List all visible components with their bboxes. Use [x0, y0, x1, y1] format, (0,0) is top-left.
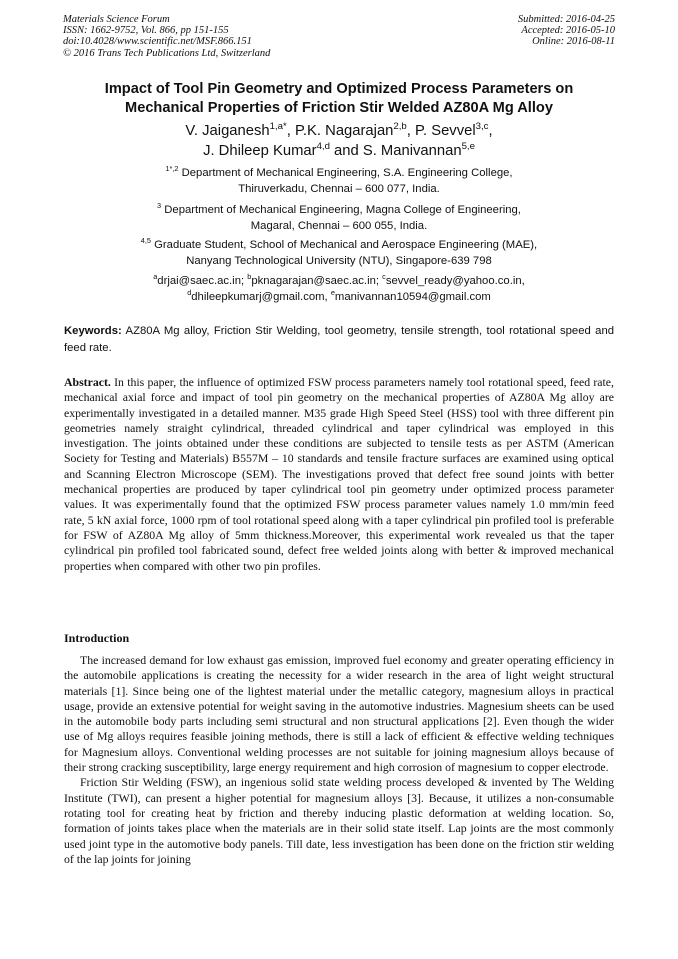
- title-line: Mechanical Properties of Friction Stir Welded AZ80A Mg Alloy: [125, 100, 553, 116]
- section-heading: Introduction: [64, 631, 130, 645]
- affiliation: [40, 166, 638, 197]
- journal-info: [63, 14, 270, 59]
- affiliation: [40, 238, 638, 269]
- email-sup: a: [153, 272, 158, 282]
- author-sup: 5,e: [461, 140, 475, 152]
- keywords: [64, 323, 614, 357]
- email-address[interactable]: drjai@saec.ac.in;: [157, 275, 245, 287]
- affiliation-line: Department of Mechanical Engineering, S.A. Engineering College,: [181, 167, 513, 179]
- affiliation-sup: 1*,2: [165, 164, 179, 174]
- paper-title: [40, 80, 638, 118]
- author-sup: 2,b: [393, 121, 407, 133]
- author-name: P.K. Nagarajan: [294, 123, 394, 139]
- paragraph: Friction Stir Welding (FSW), an ingenious solid state welding process developed & invented by The Welding Institute (TWI), can present a higher potential for magnesium alloys [3]. Because, it utilizes a non-consumable rotating tool for creating heat by friction and thereby inducing plastic deformation at welding location. So, formation of joints takes place when the materials are in their solid state itself. Lap joints are the most commonly used joint type in the automotive body panels. Till date, less investigation has been done on the friction stir welding of the lap joints for joining: [64, 775, 614, 866]
- dates-info: [518, 14, 615, 48]
- email-sup: c: [382, 272, 386, 282]
- doi-line[interactable]: doi:10.4028/www.scientific.net/MSF.866.151: [63, 36, 252, 48]
- affiliation-line: Thiruverkadu, Chennai – 600 077, India.: [238, 182, 440, 195]
- email-address[interactable]: pknagarajan@saec.ac.in;: [251, 275, 379, 287]
- affiliation-sup: 4,5: [140, 236, 151, 246]
- introduction-body: [64, 653, 614, 867]
- author-name: S. Manivannan: [362, 142, 462, 159]
- paragraph: The increased demand for low exhaust gas emission, improved fuel economy and greater operating efficiency in the automobile applications is creating the necessity for a wider research in the area of light weight structural materials [1]. Since being one of the lightest material under the metallic category, magnesium alloys in practical usage, provide an extensive potential for weight saving in the automotive industries. Magnesium sheets can be used in the automobile body parts including semi structural and non structural applications [2]. Even though the wider use of Mg alloys requires feasible joining methods, there is still a lack of efficient & effective welding techniques for Magnesium alloys. Conventional welding processes are not suitable for joining magnesium alloys because of their strong cracking susceptibility, large energy requirement and high corrosion of magnesium to copper electrode.: [64, 653, 614, 775]
- email-sup: e: [330, 287, 335, 297]
- accepted-date: Accepted: 2016-05-10: [521, 25, 615, 37]
- author-sup: 1,a*: [269, 121, 287, 133]
- email-list: [40, 274, 638, 305]
- email-address[interactable]: sevvel_ready@yahoo.co.in,: [385, 275, 525, 287]
- email-address[interactable]: dhileepkumarj@gmail.com,: [191, 290, 328, 303]
- email-sup: d: [187, 287, 192, 297]
- email-sup: b: [247, 272, 252, 282]
- affiliation: [40, 203, 638, 234]
- email-address[interactable]: manivannan10594@gmail.com: [334, 290, 491, 303]
- affiliation-line: Graduate Student, School of Mechanical and Aerospace Engineering (MAE),: [154, 239, 538, 251]
- keywords-label: Keywords:: [64, 325, 122, 337]
- journal-name: Materials Science Forum: [63, 14, 170, 25]
- author-list: V. Jaiganesh$^{1,a*}$, P.K. Nagarajan$^{2,b}$, P. Sevvel$^{3,c}$, J. Dhileep Kumar$^{4,d}$ and S. Manivannan$^{5,e}$: [185, 121, 493, 159]
- affiliation-line: Magaral, Chennai – 600 055, India.: [250, 219, 428, 232]
- abstract: [64, 375, 614, 574]
- copyright-line: © 2016 Trans Tech Publications Ltd, Switzerland: [63, 47, 271, 59]
- affiliation-sup: 3: [157, 201, 162, 211]
- author-name: J. Dhileep Kumar: [203, 142, 317, 159]
- submitted-date: Submitted: 2016-04-25: [517, 14, 615, 25]
- abstract-text: In this paper, the influence of optimized FSW process parameters namely tool rotational speed, feed rate, mechanical axial force and impact of tool pin geometry on the mechanical properties of AZ80A Mg alloy are experimentally investigated in a detailed manner. M35 grade High Speed Steel (HSS) tool with three different pin geometries namely straight cylindrical, threaded cylindrical and taper cylindrical was employed in this investigation. The joints obtained under these conditions are subjected to tensile tests as per ASTM (American Society for Testing and Materials) B557M – 10 standards and tensile fracture surfaces are examined using optical and Scanning Electron Microscope (SEM). The investigations proved that defect free sound joints with better mechanical properties are produced by taper cylindrical tool pin geometry under optimized process parameter values. It was experimentally found that the optimized FSW process parameter values namely 1.0 mm/min feed rate, 5 kN axial force, 1000 rpm of tool rotational speed along with a taper cylindrical pin profiled tool is preferable for FSW of AZ80A Mg alloy of 5mm thickness.Moreover, this experimental work revealed us that the taper cylindrical pin profiled tool fabricated sound, defect free welded joints along with better & improved mechanical properties when compared with other two pin profiles.: [64, 375, 614, 573]
- author-sup: 3,c: [475, 121, 489, 133]
- title-line: Impact of Tool Pin Geometry and Optimized Process Parameters on: [104, 81, 574, 97]
- keywords-text: AZ80A Mg alloy, Friction Stir Welding, tool geometry, tensile strength, tool rotational speed and feed rate.: [64, 325, 615, 354]
- issn-line: ISSN: 1662-9752, Vol. 866, pp 151-155: [63, 25, 229, 37]
- author-name: V. Jaiganesh: [185, 123, 270, 139]
- online-date: Online: 2016-08-11: [532, 36, 615, 48]
- affiliation-line: Department of Mechanical Engineering, Magna College of Engineering,: [164, 204, 521, 216]
- author-sup: 4,d: [316, 140, 330, 152]
- abstract-label: Abstract.: [64, 375, 111, 389]
- author-name: P. Sevvel: [415, 123, 476, 139]
- affiliation-line: Nanyang Technological University (NTU), Singapore-639 798: [186, 254, 492, 267]
